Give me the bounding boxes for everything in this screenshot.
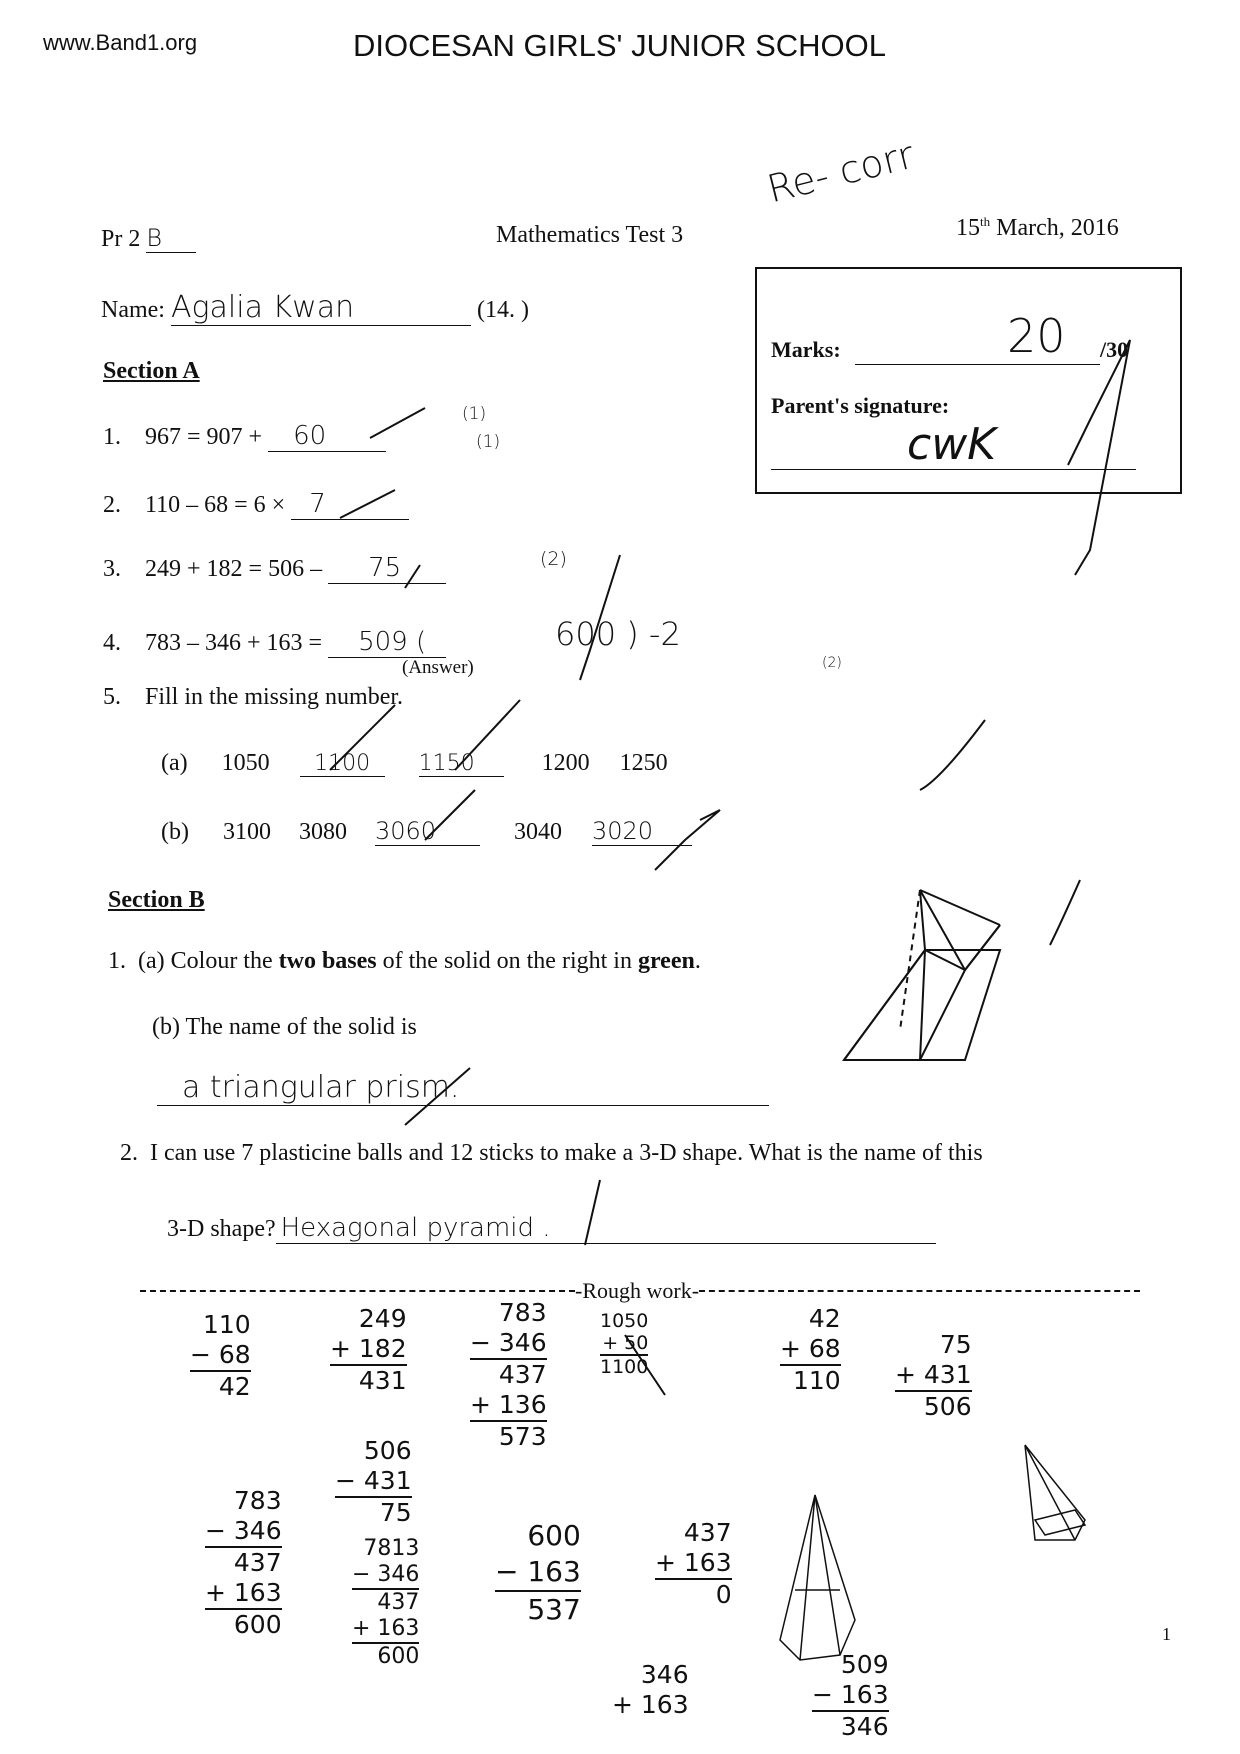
calculation-line: 783	[233, 1486, 282, 1515]
calculation-line: + 163	[655, 1548, 732, 1577]
calculation-line: 75	[939, 1330, 972, 1359]
question-a1: 1. 967 = 907 + 60	[103, 421, 386, 452]
calculation-line: 0	[655, 1578, 732, 1610]
calculation-line: + 163	[352, 1616, 420, 1641]
teacher-annotation: Re- corr	[762, 132, 919, 212]
rough-calculation	[780, 1304, 841, 1396]
answer-a1: 60	[268, 421, 386, 452]
mark-a4: (2)	[822, 655, 842, 671]
question-a3: 3. 249 + 182 = 506 – 75	[103, 553, 446, 584]
question-b1a: 1. (a) Colour the two bases of the solid on the right in green.	[108, 948, 701, 974]
parent-signature-label: Parent's signature:	[771, 393, 950, 418]
pyramid-sketch-small	[1015, 1440, 1095, 1560]
rough-calculation	[205, 1486, 282, 1640]
calculation-line: 346	[812, 1710, 889, 1742]
rough-calculation	[352, 1536, 419, 1670]
answer-5b-1: 3060	[375, 817, 480, 846]
answer-a4: 509 (	[328, 627, 446, 658]
answer-a3: 75	[328, 553, 446, 584]
signature-line	[771, 469, 1136, 470]
marks-total: /30	[1100, 337, 1129, 362]
calculation-line: 346	[640, 1660, 689, 1689]
rough-calculation	[655, 1518, 732, 1610]
calculation-line: 509	[840, 1650, 889, 1679]
question-a5: 5. Fill in the missing number.	[103, 684, 404, 710]
calculation-line: − 431	[335, 1466, 412, 1495]
website-watermark: www.Band1.org	[43, 30, 198, 55]
section-b-title: Section B	[108, 887, 205, 913]
answer-caption: (Answer)	[402, 657, 474, 678]
page-number: 1	[1162, 1624, 1171, 1644]
answer-5a-2: 1150	[419, 751, 504, 777]
rough-work-label: -Rough work-	[575, 1278, 700, 1303]
calculation-line: − 68	[190, 1340, 251, 1369]
calculation-line: − 346	[205, 1516, 282, 1545]
calculation-line: 437	[683, 1518, 732, 1547]
calculation-line: + 182	[330, 1334, 407, 1363]
test-title: Mathematics Test 3	[496, 222, 684, 248]
pyramid-sketch	[770, 1490, 860, 1670]
class-number: (14. )	[476, 297, 529, 323]
section-a-title: Section A	[103, 358, 200, 384]
calculation-line: 110	[780, 1364, 841, 1396]
mark-a1: (1)	[462, 404, 487, 424]
rough-calculation	[470, 1298, 547, 1452]
calculation-line: 431	[330, 1364, 407, 1396]
correction-a4: 600 ) -2	[555, 615, 681, 653]
rough-calculation	[495, 1518, 581, 1628]
marks-label: Marks:	[771, 337, 841, 362]
rough-calculation	[330, 1304, 407, 1396]
calculation-line: 249	[358, 1304, 407, 1333]
calculation-line: 506	[363, 1436, 412, 1465]
calculation-line: + 163	[612, 1690, 689, 1719]
rough-calculation	[600, 1310, 648, 1378]
question-b2-cont: 3-D shape? Hexagonal pyramid .	[167, 1213, 936, 1244]
answer-a2: 7	[291, 489, 409, 520]
mark-a1-second: (1)	[476, 432, 501, 452]
calculation-line: + 50	[602, 1332, 649, 1354]
calculation-line: + 68	[780, 1334, 841, 1363]
question-a4: 4. 783 – 346 + 163 = 509 (	[103, 627, 446, 658]
rough-calculation	[190, 1310, 251, 1402]
calculation-line: 600	[352, 1642, 419, 1670]
class-label: Pr 2	[101, 226, 141, 252]
class-field	[101, 224, 196, 253]
calculation-line: 1050	[600, 1310, 649, 1332]
calculation-line: + 163	[205, 1578, 282, 1607]
calculation-line: 506	[895, 1390, 972, 1422]
question-b2: 2. I can use 7 plasticine balls and 12 sticks to make a 3-D shape. What is the name of this	[120, 1140, 983, 1166]
calculation-line: 42	[190, 1370, 251, 1402]
calculation-line: 1100	[600, 1356, 649, 1378]
calculation-line: − 346	[470, 1328, 547, 1357]
school-name: DIOCESAN GIRLS' JUNIOR SCHOOL	[353, 28, 887, 63]
calculation-line: − 163	[495, 1555, 581, 1588]
sequence-a: (a) 1050 1100 1150 1200 1250	[161, 750, 668, 776]
question-a2: 2. 110 – 68 = 6 × 7	[103, 489, 409, 520]
calculation-line: 573	[470, 1420, 547, 1452]
name-label: Name:	[101, 297, 165, 323]
question-b1b: (b) The name of the solid is	[152, 1014, 417, 1040]
triangular-prism-figure	[840, 880, 1070, 1100]
marks-value: 20	[1007, 309, 1066, 363]
calculation-line: 75	[335, 1496, 412, 1528]
calculation-line: 437	[470, 1358, 547, 1390]
calculation-line: 600	[527, 1519, 581, 1552]
rough-work-divider	[140, 1278, 1140, 1304]
rough-calculation	[612, 1660, 689, 1720]
calculation-line: + 136	[470, 1390, 547, 1419]
answer-b1: a triangular prism.	[157, 1070, 769, 1106]
calculation-line: 437	[352, 1588, 419, 1616]
calculation-line: + 431	[895, 1360, 972, 1389]
calculation-line: 600	[205, 1608, 282, 1640]
rough-calculation	[895, 1330, 972, 1422]
answer-5b-2: 3020	[592, 817, 692, 846]
marks-box	[755, 267, 1182, 494]
answer-b2: Hexagonal pyramid .	[276, 1213, 936, 1244]
calculation-line: 42	[808, 1304, 841, 1333]
sequence-b: (b) 3100 3080 3060 3040 3020	[161, 817, 692, 846]
calculation-line: 110	[203, 1310, 251, 1339]
name-field	[101, 290, 529, 326]
calculation-line: 783	[498, 1298, 547, 1327]
test-date: 15th March, 2016	[956, 214, 1119, 241]
calculation-line: − 163	[812, 1680, 889, 1709]
calculation-line: − 346	[352, 1562, 420, 1587]
calculation-line: 537	[495, 1590, 581, 1628]
calculation-line: 437	[205, 1546, 282, 1578]
class-value: B	[146, 224, 196, 253]
name-value: Agalia Kwan	[171, 290, 471, 326]
mark-a3: (2)	[540, 548, 567, 570]
parent-signature: cwK	[907, 419, 997, 470]
answer-5a-1: 1100	[300, 751, 385, 777]
marks-line	[855, 364, 1100, 365]
calculation-line: 7813	[363, 1536, 420, 1561]
rough-calculation	[335, 1436, 412, 1528]
